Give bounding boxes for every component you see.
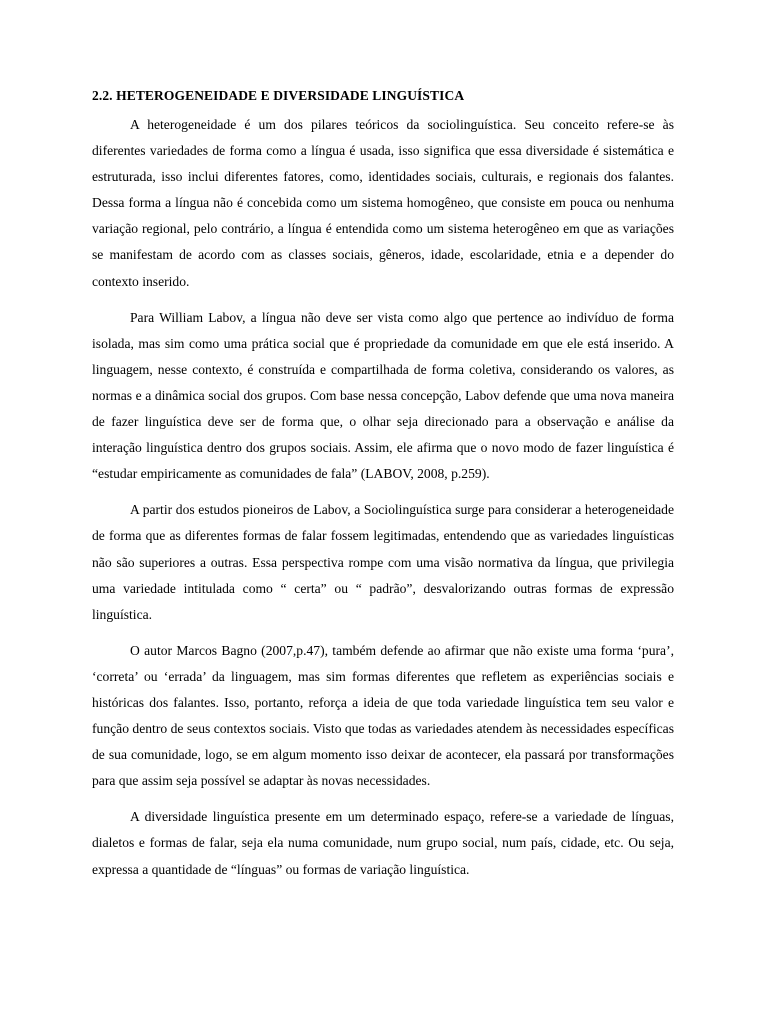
section-heading: 2.2. HETEROGENEIDADE E DIVERSIDADE LINGUÍSTICA [92,88,465,103]
paragraph-bagno: O autor Marcos Bagno (2007,p.47), também defende ao afirmar que não existe uma forma ‘pura’, ‘correta’ ou ‘errada’ da linguagem, mas sim formas diferentes que refletem as experiências sociais e históricas dos falantes. Isso, portanto, reforça a ideia de que toda variedade linguística tem seu valor e função dentro de seus contextos sociais. Visto que todas as variedades atendem às necessidades específicas de sua comunidade, logo, se em algum momento isso deixar de acontecer, ela passará por transformações para que assim seja possível se adaptar às novas necessidades. [92,642,674,789]
document-page [92,86,674,893]
paragraph-heterogeneidade: A heterogeneidade é um dos pilares teóricos da sociolinguística. Seu conceito refere-se às diferentes variedades de forma como a língua é usada, isso significa que essa diversidade é sistemática e estruturada, isso inclui diferentes fatores, como, identidades sociais, culturais, e regionais dos falantes. Dessa forma a língua não é concebida como um sistema homogêneo, que consiste em pouca ou nenhuma variação regional, pelo contrário, a língua é entendida como um sistema heterogêneo em que as variações se manifestam de acordo com as classes sociais, gêneros, idade, escolaridade, etnia e a depender do contexto inserido. [92,117,674,289]
paragraph-sociolinguistica: A partir dos estudos pioneiros de Labov, a Sociolinguística surge para considerar a heterogeneidade de forma que as diferentes formas de falar fossem legitimadas, entendendo que as variedades linguísticas não são superiores a outras. Essa perspectiva rompe com uma visão normativa da língua, que privilegia uma variedade intitulada como “ certa” ou “ padrão”, desvalorizando outras formas de expressão linguística. [92,502,674,622]
paragraph-diversidade: A diversidade linguística presente em um determinado espaço, refere-se a variedade de línguas, dialetos e formas de falar, seja ela numa comunidade, num grupo social, num país, cidade, etc. Ou seja, expressa a quantidade de “línguas” ou formas de variação linguística. [92,809,674,877]
paragraph-labov: Para William Labov, a língua não deve ser vista como algo que pertence ao indivíduo de forma isolada, mas sim como uma prática social que é propriedade da comunidade em que ele está inserido. A linguagem, nesse contexto, é construída e compartilhada de forma coletiva, considerando os valores, as normas e a dinâmica social dos grupos. Com base nessa concepção, Labov defende que uma nova maneira de fazer linguística deve ser de forma que, o olhar seja direcionado para a observação e análise da interação linguística dentro dos grupos sociais. Assim, ele afirma que o novo modo de fazer linguística é “estudar empiricamente as comunidades de fala” (LABOV, 2008, p.259). [92,309,674,482]
